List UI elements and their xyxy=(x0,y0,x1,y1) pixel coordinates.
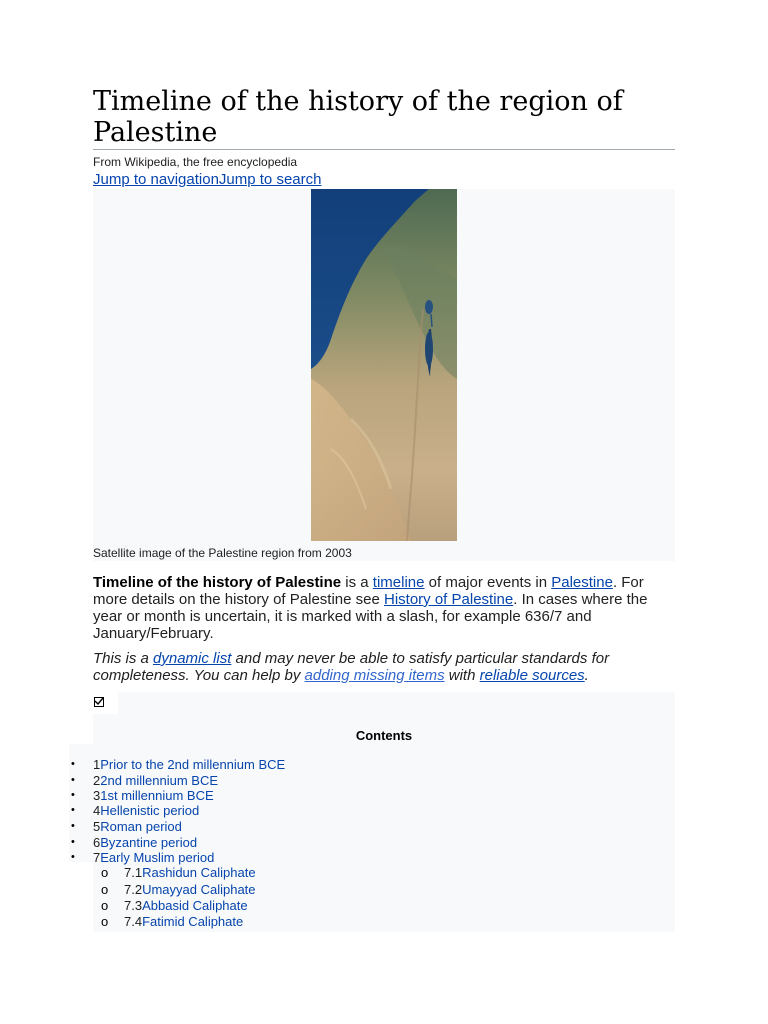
toc-link[interactable]: Umayyad Caliphate xyxy=(142,882,256,897)
toc-item-prior-2nd-millennium[interactable] xyxy=(71,757,286,772)
sub-bullet-icon: o xyxy=(101,914,109,929)
history-of-palestine-link[interactable]: History of Palestine xyxy=(384,591,514,608)
dynamic-list-notice xyxy=(93,650,675,684)
image-caption: Satellite image of the Palestine region from 2003 xyxy=(93,546,352,560)
bullet-icon: • xyxy=(71,758,75,770)
article xyxy=(71,86,675,932)
toc-link[interactable]: Roman period xyxy=(100,819,182,834)
dynamic-list-link[interactable]: dynamic list xyxy=(153,650,232,667)
toc-number: 7.4 xyxy=(124,914,143,929)
toc-subitem-fatimid[interactable] xyxy=(101,914,244,929)
table-of-contents xyxy=(71,692,675,932)
toc-link[interactable]: Prior to the 2nd millennium BCE xyxy=(100,757,286,772)
jump-links xyxy=(93,171,675,188)
notice-text-1: This is a xyxy=(93,650,154,667)
timeline-link[interactable]: timeline xyxy=(372,574,425,591)
toc-link[interactable]: Rashidun Caliphate xyxy=(142,865,256,880)
sub-bullet-icon: o xyxy=(101,898,109,913)
lead-bold-term: Timeline of the history of Palestine xyxy=(93,574,342,591)
bullet-icon: • xyxy=(71,804,75,816)
lead-paragraph xyxy=(93,574,675,642)
adding-missing-items-link[interactable]: adding missing items xyxy=(304,667,445,684)
toc-item-early-muslim[interactable] xyxy=(71,850,215,865)
toc-item-1st-millennium[interactable] xyxy=(71,788,214,803)
toc-subitem-rashidun[interactable] xyxy=(101,865,256,880)
toc-link[interactable]: 2nd millennium BCE xyxy=(100,773,219,788)
toc-number: 3 xyxy=(93,788,101,803)
thumbnail-figure xyxy=(93,189,675,561)
toc-toggle[interactable] xyxy=(93,692,118,714)
notice-text-3: with xyxy=(444,667,480,684)
bullet-icon: • xyxy=(71,774,75,786)
jump-to-search-link[interactable]: Jump to search xyxy=(218,171,322,188)
bullet-icon: • xyxy=(71,789,75,801)
sub-bullet-icon: o xyxy=(101,882,109,897)
reliable-sources-link[interactable]: reliable sources xyxy=(479,667,585,684)
toc-number: 6 xyxy=(93,835,101,850)
toc-link[interactable]: Byzantine period xyxy=(100,835,198,850)
notice-text-2: and may never be able to satisfy particular standards for completeness. You can help by xyxy=(93,650,610,684)
toc-link[interactable]: 1st millennium BCE xyxy=(100,788,214,803)
toc-number: 7.3 xyxy=(124,898,143,913)
site-tagline: From Wikipedia, the free encyclopedia xyxy=(93,155,298,169)
toc-toggle-checkbox[interactable] xyxy=(94,697,104,707)
palestine-link[interactable]: Palestine xyxy=(551,574,613,591)
satellite-image[interactable] xyxy=(311,189,457,541)
toc-link[interactable]: Early Muslim period xyxy=(100,850,215,865)
toc-number: 1 xyxy=(93,757,101,772)
toc-number: 7 xyxy=(93,850,101,865)
toc-item-byzantine[interactable] xyxy=(71,835,198,850)
toc-link[interactable]: Hellenistic period xyxy=(100,803,200,818)
toc-item-2nd-millennium[interactable] xyxy=(71,773,219,788)
bullet-icon: • xyxy=(71,851,75,863)
lead-text-2: of major events in xyxy=(424,574,552,591)
toc-link[interactable]: Fatimid Caliphate xyxy=(142,914,244,929)
lead-text-4: . In cases where the year or month is uncertain, it is marked with a slash, for example 636/7 and January/February. xyxy=(93,591,648,642)
notice-text-4: . xyxy=(584,667,589,684)
toc-number: 2 xyxy=(93,773,101,788)
lead-text-1: is a xyxy=(341,574,373,591)
jump-to-navigation-link[interactable]: Jump to navigation xyxy=(93,171,219,188)
bullet-icon: • xyxy=(71,820,75,832)
toc-item-hellenistic[interactable] xyxy=(71,803,200,818)
toc-item-roman[interactable] xyxy=(71,819,182,834)
checkmark-icon xyxy=(94,696,104,706)
toc-title: Contents xyxy=(355,728,413,743)
toc-number: 4 xyxy=(93,803,101,818)
toc-subitem-abbasid[interactable] xyxy=(101,898,248,913)
toc-subitem-umayyad[interactable] xyxy=(101,882,256,897)
toc-number: 5 xyxy=(93,819,101,834)
bullet-icon: • xyxy=(71,836,75,848)
toc-number: 7.2 xyxy=(124,882,143,897)
lead-text-3: . For more details on the history of Palestine see xyxy=(93,574,644,608)
page-title: Timeline of the history of the region of Palestine xyxy=(93,86,675,150)
toc-link[interactable]: Abbasid Caliphate xyxy=(142,898,248,913)
sub-bullet-icon: o xyxy=(101,865,109,880)
toc-number: 7.1 xyxy=(124,865,143,880)
